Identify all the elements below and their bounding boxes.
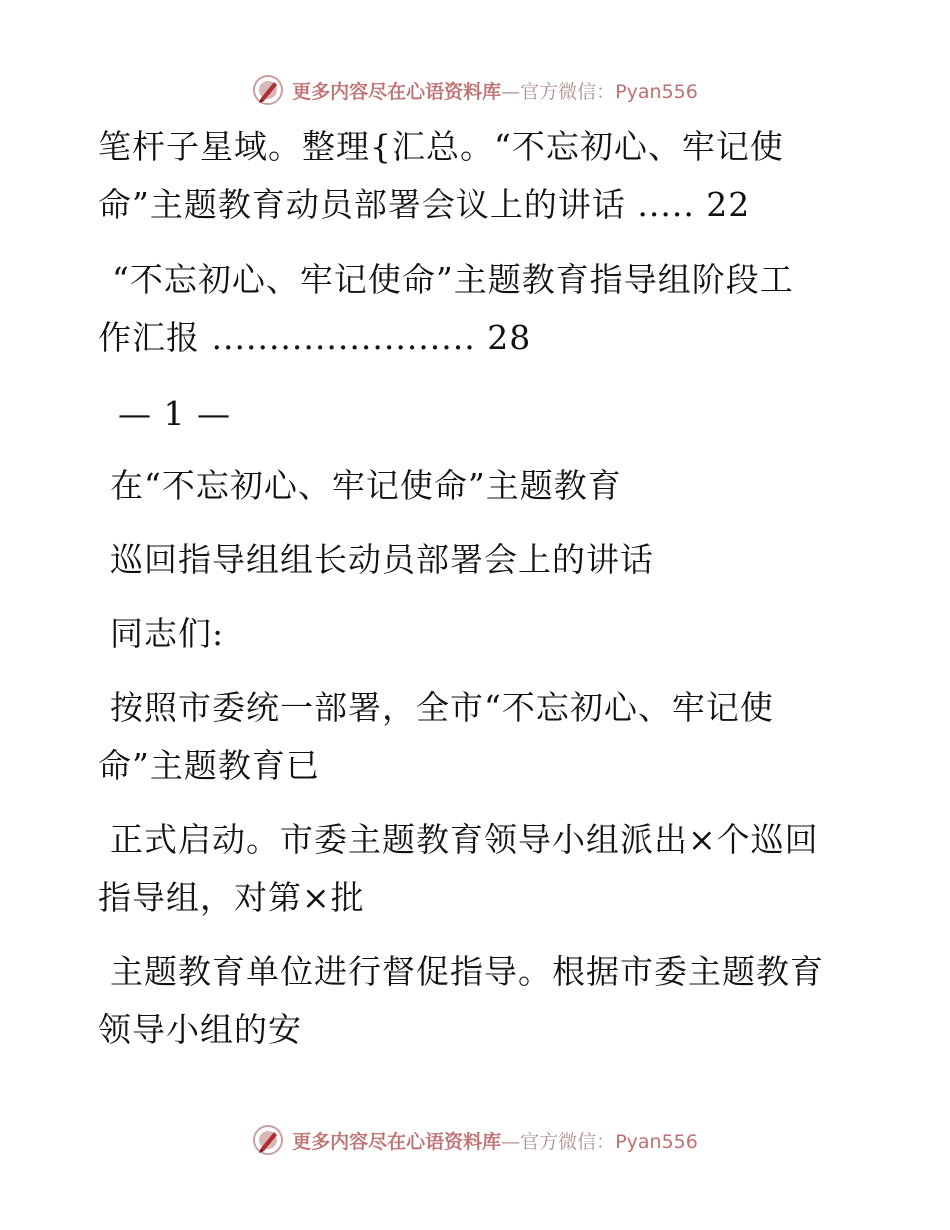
- page-number: — 1 —: [118, 394, 231, 433]
- paragraph-1-line-1: 按照市委统一部署，全市“不忘初心、牢记使: [110, 688, 774, 727]
- toc-entry-2-line-2: 作汇报 ....................... 28: [98, 318, 532, 357]
- toc-entry-2-line-1: “不忘初心、牢记使命”主题教育指导组阶段工: [112, 260, 794, 299]
- watermark-separator: —: [501, 1130, 521, 1153]
- watermark-wechat-id: Pyan556: [615, 80, 698, 103]
- speech-title-line-2: 巡回指导组组长动员部署会上的讲话: [110, 540, 654, 579]
- paragraph-3-line-2: 领导小组的安: [98, 1010, 302, 1049]
- header-watermark: [0, 70, 950, 110]
- pen-logo-icon: [252, 1124, 284, 1156]
- toc-entry-1-line-2: 命”主题教育动员部署会议上的讲话 ..... 22: [98, 185, 751, 224]
- salutation: 同志们:: [110, 614, 225, 653]
- pen-logo-icon: [252, 74, 284, 106]
- footer-watermark: [0, 1120, 950, 1160]
- paragraph-1-line-2: 命”主题教育已: [98, 746, 320, 785]
- watermark-text: [292, 1127, 698, 1154]
- paragraph-3-line-1: 主题教育单位进行督促指导。根据市委主题教育: [110, 952, 824, 991]
- watermark-text: [292, 77, 698, 104]
- paragraph-2-line-1: 正式启动。市委主题教育领导小组派出×个巡回: [110, 820, 819, 859]
- watermark-wechat-label: 官方微信：: [520, 80, 616, 103]
- paragraph-2-line-2: 指导组，对第×批: [98, 878, 365, 917]
- watermark-wechat-label: 官方微信：: [520, 1130, 616, 1153]
- speech-title-line-1: 在“不忘初心、牢记使命”主题教育: [110, 466, 622, 505]
- watermark-wechat-id: Pyan556: [615, 1130, 698, 1153]
- watermark-separator: —: [501, 80, 521, 103]
- watermark-site: 更多内容尽在心语资料库: [292, 1130, 502, 1153]
- watermark-site: 更多内容尽在心语资料库: [292, 80, 502, 103]
- toc-entry-1-line-1: 笔杆子星域。整理{汇总。“不忘初心、牢记使: [98, 127, 784, 166]
